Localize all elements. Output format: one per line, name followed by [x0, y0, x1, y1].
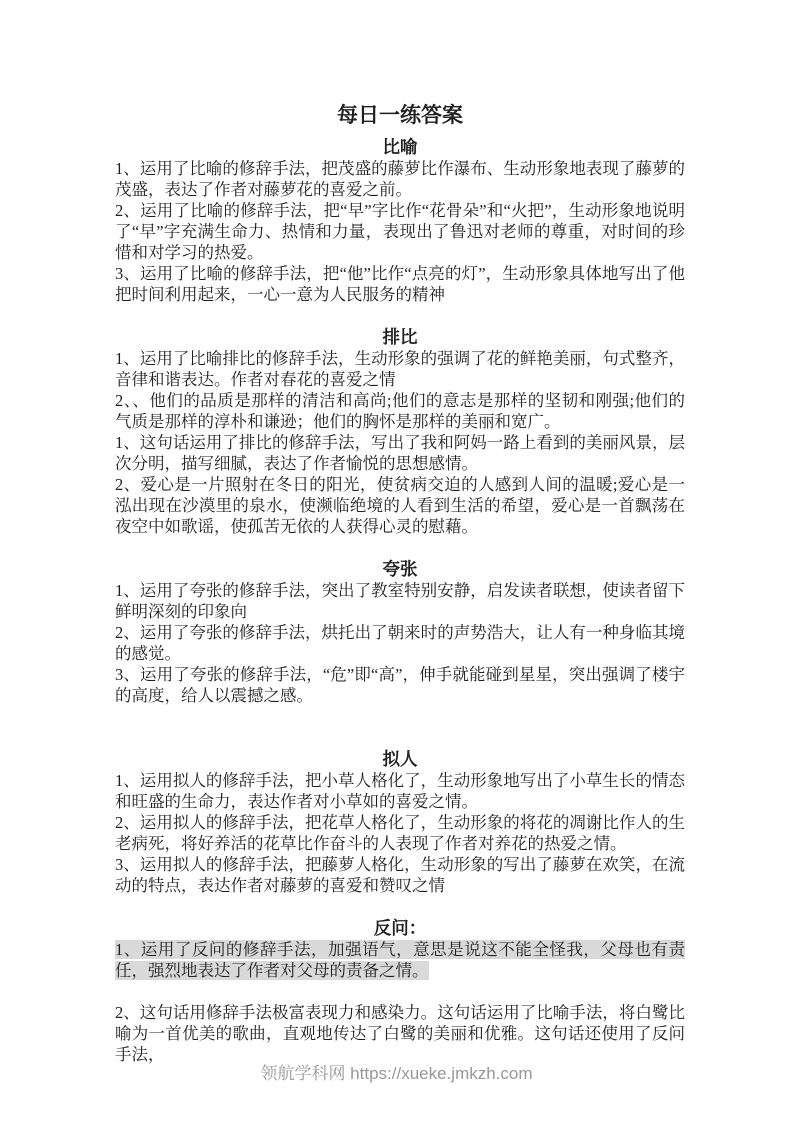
- answer-paragraph: [115, 390, 685, 432]
- section-heading: 排比: [382, 327, 418, 347]
- section-personification: [115, 748, 685, 896]
- answer-text: 2、运用了比喻的修辞手法，把“早”字比作“花骨朵”和“火把”，生动形象地说明了“早”字充满生命力、热情和力量，表现出了鲁迅对老师的尊重，对时间的珍惜和对学习的热爱。: [115, 201, 685, 262]
- answer-paragraph: [115, 348, 685, 390]
- section-metaphor: [115, 136, 685, 305]
- answer-text: 2、这句话用修辞手法极富表现力和感染力。这句话运用了比喻手法，将白鹭比喻为一首优美的歌曲，直观地传达了白鹭的美丽和优雅。这句话还使用了反问手法，: [115, 1003, 685, 1064]
- document-title: 每日一练答案: [337, 103, 463, 127]
- answer-text: 2、运用了夸张的修辞手法，烘托出了朝来时的声势浩大，让人有一种身临其境的感觉。: [115, 623, 685, 663]
- answer-paragraph: [115, 622, 685, 664]
- answer-paragraph: [115, 854, 685, 896]
- section-parallelism: [115, 326, 685, 537]
- answer-text: 1、运用拟人的修辞手法，把小草人格化了，生动形象地写出了小草生长的情态和旺盛的生命力，表达作者对小草如的喜爱之情。: [115, 771, 685, 811]
- answer-paragraph: [115, 664, 685, 706]
- section-heading: 夸张: [382, 559, 418, 579]
- answer-text: 2、运用拟人的修辞手法，把花草人格化了，生动形象的将花的凋谢比作人的生老病死，将好养活的花草比作奋斗的人表现了作者对养花的热爱之情。: [115, 813, 685, 853]
- answer-paragraph: [115, 1002, 685, 1065]
- answer-text: 1、运用了反问的修辞手法，加强语气，意思是说这不能全怪我，父母也有责任，强烈地表达了作者对父母的责备之情。: [115, 940, 685, 980]
- answer-paragraph-highlighted: [115, 939, 685, 981]
- answer-paragraph: [115, 432, 685, 474]
- section-heading: 反问：: [373, 918, 427, 938]
- answer-paragraph: [115, 158, 685, 200]
- answer-paragraph: [115, 263, 685, 305]
- answer-text: 3、运用了比喻的修辞手法，把“他”比作“点亮的灯”，生动形象具体地写出了他把时间利用起来，一心一意为人民服务的精神: [115, 264, 685, 304]
- answer-text: 2、爱心是一片照射在冬日的阳光，使贫病交迫的人感到人间的温暖;爱心是一泓出现在沙漠里的泉水，使濒临绝境的人看到生活的希望，爱心是一首飘荡在夜空中如歌谣，使孤苦无依的人获得心灵的慰藉。: [115, 475, 685, 536]
- answer-paragraph: [115, 812, 685, 854]
- answer-paragraph: [115, 200, 685, 263]
- answer-paragraph: [115, 474, 685, 537]
- answer-paragraph: [115, 580, 685, 622]
- answer-text: 1、运用了比喻排比的修辞手法，生动形象的强调了花的鲜艳美丽，句式整齐，音律和谐表达。作者对春花的喜爱之情: [115, 349, 685, 389]
- section-rhetorical-question: [115, 917, 685, 1065]
- answer-text: 3、运用拟人的修辞手法，把藤萝人格化，生动形象的写出了藤萝在欢笑，在流动的特点，表达作者对藤萝的喜爱和赞叹之情: [115, 855, 685, 895]
- watermark-text: 领航学科网 https://xueke.jmkzh.com: [260, 1064, 533, 1083]
- section-hyperbole: [115, 558, 685, 706]
- answer-paragraph: [115, 770, 685, 812]
- watermark-footer: [0, 1062, 793, 1086]
- answer-text: 3、运用了夸张的修辞手法，“危”即“高”，伸手就能碰到星星，突出强调了楼宇的高度，给人以震撼之感。: [115, 665, 685, 705]
- answer-text: 1、运用了夸张的修辞手法，突出了教室特别安静，启发读者联想，使读者留下鲜明深刻的印象向: [115, 581, 685, 621]
- answer-text: 1、这句话运用了排比的修辞手法，写出了我和阿妈一路上看到的美丽风景，层次分明，描写细腻，表达了作者愉悦的思想感情。: [115, 433, 685, 473]
- answer-text: 1、运用了比喻的修辞手法，把茂盛的藤萝比作瀑布、生动形象地表现了藤萝的茂盛，表达了作者对藤萝花的喜爱之前。: [115, 159, 685, 199]
- section-heading: 拟人: [382, 749, 418, 769]
- answer-text: 2、、他们的品质是那样的清洁和高尚;他们的意志是那样的坚韧和刚强;他们的气质是那样的淳朴和谦逊；他们的胸怀是那样的美丽和宽广。: [115, 391, 685, 431]
- section-heading: 比喻: [382, 137, 418, 157]
